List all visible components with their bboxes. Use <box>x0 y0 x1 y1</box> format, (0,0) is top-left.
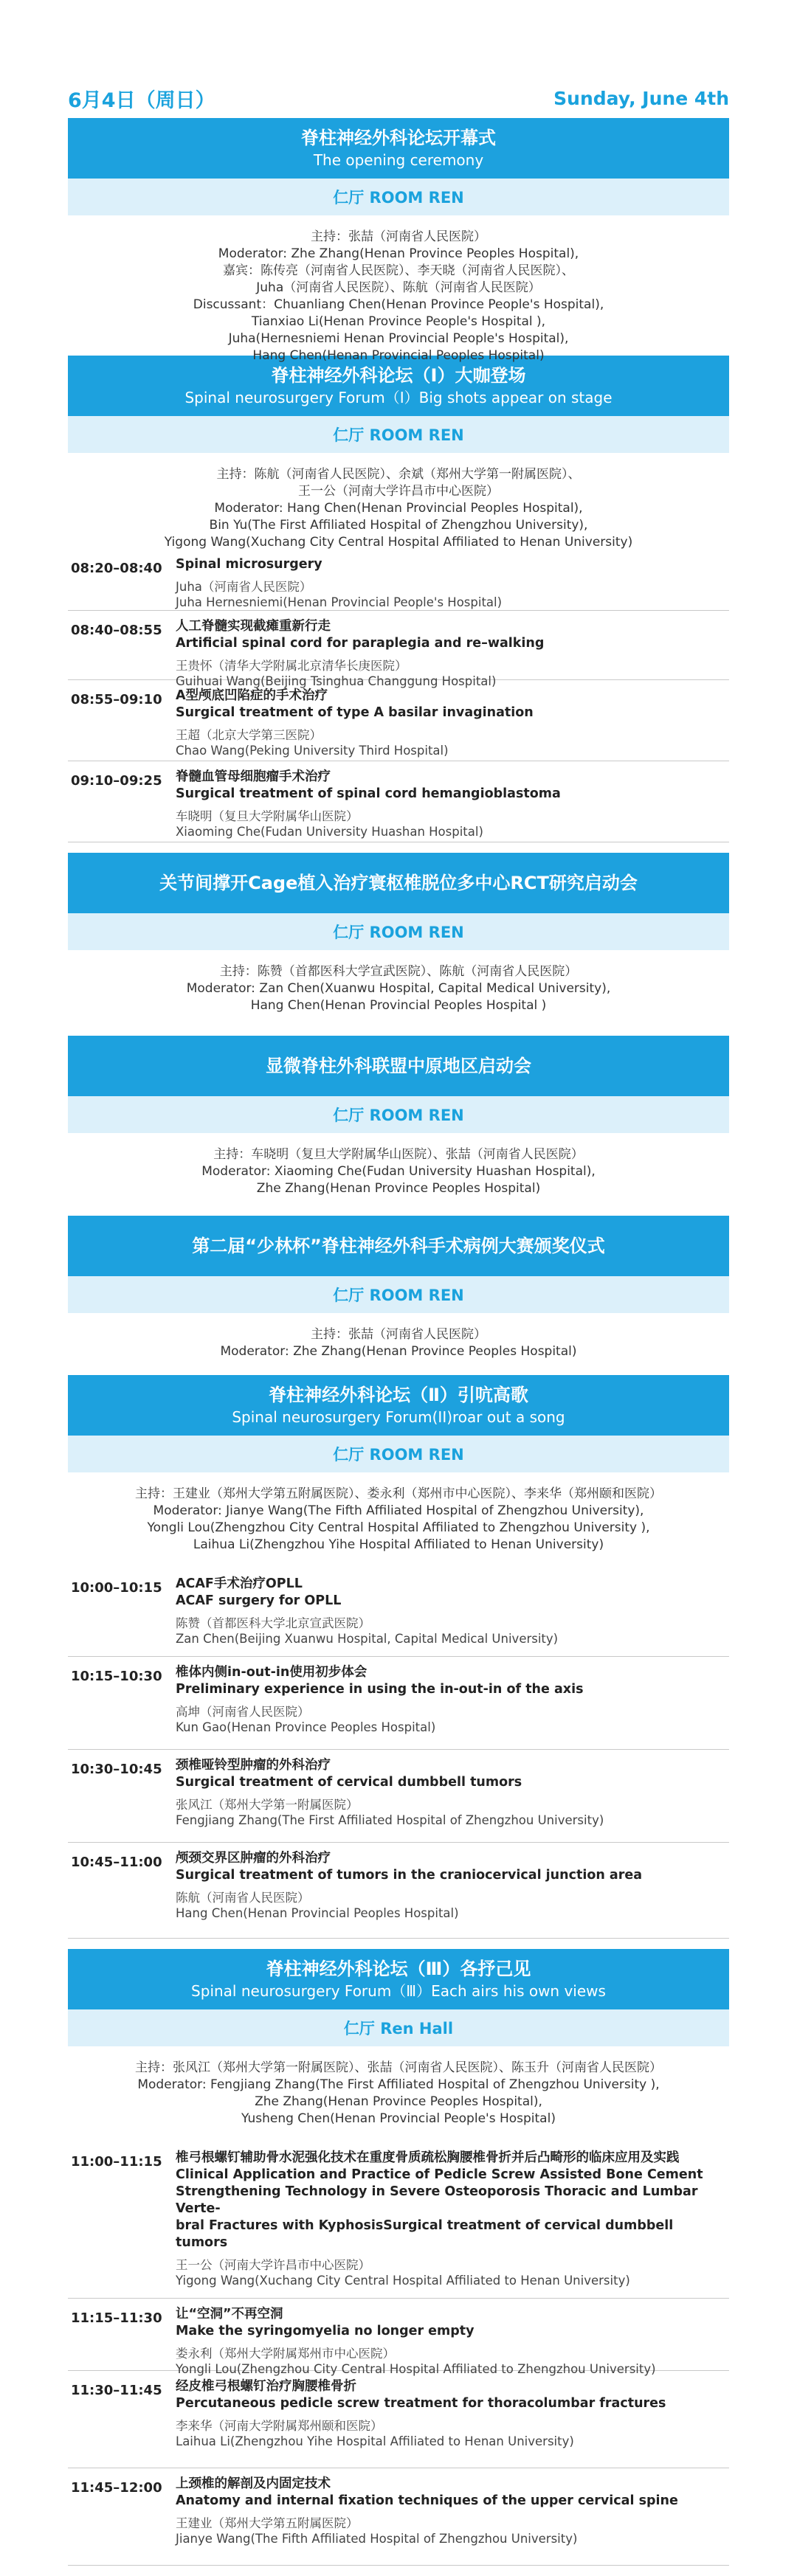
moderator-line: 主持：车晓明（复旦大学附属华山医院）、张喆（河南省人民医院） <box>213 1147 584 1162</box>
talk-body <box>176 2378 729 2468</box>
talk-title <box>176 688 729 721</box>
moderator-line: Hang Chen(Henan Provincial Peoples Hospital) <box>252 348 545 363</box>
section-gap <box>68 842 729 853</box>
speaker-line: Juha Hernesniemi(Henan Provincial People's Hospital) <box>176 595 503 609</box>
speaker-line: Juha（河南省人民医院） <box>176 580 312 594</box>
talk-body <box>176 1850 729 1938</box>
moderator-line: 主持：王建业（郑州大学第五附属医院）、娄永利（郑州市中心医院）、李来华（郑州颐和医院） <box>135 1486 662 1501</box>
moderator-line: Discussant：Chuanliang Chen(Henan Province People's Hospital), <box>193 297 604 312</box>
speaker-line: Xiaoming Che(Fudan University Huashan Hospital) <box>176 825 483 839</box>
speaker-line: Zan Chen(Beijing Xuanwu Hospital, Capital Medical University) <box>176 1632 559 1646</box>
talk-row <box>68 1657 729 1750</box>
talk-title <box>176 1664 729 1698</box>
talk-row <box>68 1843 729 1939</box>
moderator-line: Zhe Zhang(Henan Province Peoples Hospital) <box>256 1181 541 1196</box>
talk-title-line: 人工脊髓实现截瘫重新行走 <box>176 619 331 634</box>
talk-title-line: 颅颈交界区肿瘤的外科治疗 <box>176 1851 331 1866</box>
speaker-line: 李来华（河南大学附属郑州颐和医院） <box>176 2419 383 2433</box>
session-block <box>68 1949 729 2576</box>
talk-title-line: 经皮椎弓根螺钉治疗胸腰椎骨折 <box>176 2379 356 2394</box>
speaker-line: Kun Gao(Henan Province Peoples Hospital) <box>176 1720 436 1734</box>
room-label: 仁厅 ROOM REN <box>68 1276 729 1313</box>
moderator-line: 主持：陈航（河南省人民医院）、余斌（郑州大学第一附属医院）、 <box>216 467 581 482</box>
room-label: 仁厅 ROOM REN <box>68 416 729 453</box>
session-title-cn: 脊柱神经外科论坛（Ⅲ）各抒己见 <box>266 1959 531 1980</box>
speaker-line: 车晓明（复旦大学附属华山医院） <box>176 809 359 823</box>
talk-title-line: 椎弓根螺钉辅助骨水泥强化技术在重度骨质疏松胸腰椎骨折并后凸畸形的临床应用及实践 <box>176 2150 680 2165</box>
talk-title <box>176 1757 729 1791</box>
talk-title <box>176 1576 729 1610</box>
talk-row <box>68 2371 729 2468</box>
talk-title-line: A型颅底凹陷症的手术治疗 <box>176 688 328 703</box>
talk-time: 08:55–09:10 <box>71 692 162 707</box>
speaker-line: 王贵怀（清华大学附属北京清华长庚医院） <box>176 659 407 673</box>
talk-title-line: ACAF手术治疗OPLL <box>176 1576 303 1591</box>
session-title-cn: 显微脊柱外科联盟中原地区启动会 <box>266 1055 531 1076</box>
moderator-line: 主持：陈赞（首都医科大学宣武医院）、陈航（河南省人民医院） <box>219 964 578 979</box>
speaker-line: Fengjiang Zhang(The First Affiliated Hospital of Zhengzhou University) <box>176 1813 604 1827</box>
session-block <box>68 1036 729 1216</box>
speaker-line: Yigong Wang(Xuchang City Central Hospital Affiliated to Henan University) <box>176 2274 630 2288</box>
talk-body <box>176 1664 729 1749</box>
talk-speaker <box>176 2516 729 2546</box>
moderators-block <box>68 2046 729 2142</box>
moderators-block <box>68 453 729 549</box>
moderators-block <box>68 1472 729 1568</box>
room-label: 仁厅 ROOM REN <box>68 179 729 215</box>
talk-title-line: Artificial spinal cord for paraplegia and re–walking <box>176 636 545 651</box>
room-label: 仁厅 ROOM REN <box>68 1096 729 1133</box>
talk-speaker <box>176 658 729 689</box>
speaker-line: Chao Wang(Peking University Third Hospital) <box>176 744 449 758</box>
talk-body <box>176 1576 729 1656</box>
talk-time: 10:45–11:00 <box>71 1855 162 1870</box>
moderator-line: Moderator: Zhe Zhang(Henan Province Peoples Hospital), <box>218 246 579 261</box>
talk-title-line: Spinal microsurgery <box>176 557 322 572</box>
talk-speaker <box>176 2418 729 2449</box>
talk-row <box>68 680 729 761</box>
talk-title-line: 上颈椎的解剖及内固定技术 <box>176 2476 331 2491</box>
talk-title-line: Anatomy and internal fixation techniques of the upper cervical spine <box>176 2493 678 2508</box>
session-title-bar <box>68 853 729 913</box>
moderator-line: Yigong Wang(Xuchang City Central Hospital Affiliated to Henan University) <box>164 535 633 550</box>
talk-time: 11:15–11:30 <box>71 2310 162 2326</box>
moderators-block <box>68 1133 729 1216</box>
moderator-line: Tianxiao Li(Henan Province People's Hospital ), <box>251 314 546 329</box>
session-title-en: The opening ceremony <box>313 150 484 169</box>
session-title-cn: 脊柱神经外科论坛开幕式 <box>301 128 496 149</box>
talk-title <box>176 2476 729 2510</box>
moderator-line: Juha（河南省人民医院）、陈航（河南省人民医院） <box>256 280 541 295</box>
talk-row <box>68 549 729 611</box>
talk-time: 11:00–11:15 <box>71 2154 162 2170</box>
talk-row <box>68 2468 729 2566</box>
section-gap <box>68 2566 729 2576</box>
date-header <box>68 80 729 117</box>
talk-title <box>176 556 729 573</box>
moderator-line: Moderator: Hang Chen(Henan Provincial Peoples Hospital), <box>214 501 583 516</box>
talk-title-line: bral Fractures with KyphosisSurgical treatment of cervical dumbbell tumors <box>176 2218 674 2250</box>
talk-time: 11:30–11:45 <box>71 2383 162 2398</box>
talk-title-line: Surgical treatment of tumors in the craniocervical junction area <box>176 1868 643 1883</box>
talk-title-line: Surgical treatment of cervical dumbbell tumors <box>176 1775 522 1790</box>
talk-title <box>176 2150 729 2251</box>
session-title-cn: 第二届“少林杯”脊柱神经外科手术病例大赛颁奖仪式 <box>192 1235 605 1256</box>
talk-title <box>176 1850 729 1884</box>
talk-title-line: ACAF surgery for OPLL <box>176 1593 342 1608</box>
session-title-bar <box>68 1375 729 1436</box>
moderator-line: Moderator: Jianye Wang(The Fifth Affiliated Hospital of Zhengzhou University), <box>153 1503 644 1518</box>
talk-title-line: 颈椎哑铃型肿瘤的外科治疗 <box>176 1758 331 1773</box>
talk-title-line: 脊髓血管母细胞瘤手术治疗 <box>176 769 331 784</box>
moderator-line: Zhe Zhang(Henan Province Peoples Hospital), <box>255 2094 542 2109</box>
talk-speaker <box>176 579 729 610</box>
speaker-line: 王超（北京大学第三医院） <box>176 728 322 742</box>
session-block <box>68 1375 729 1949</box>
speaker-line: 王建业（郑州大学第五附属医院） <box>176 2516 359 2530</box>
talk-time: 10:15–10:30 <box>71 1669 162 1684</box>
moderators-block <box>68 950 729 1036</box>
session-title-bar <box>68 1216 729 1276</box>
talk-row <box>68 611 729 688</box>
moderators-block <box>68 1313 729 1375</box>
talk-title <box>176 618 729 652</box>
speaker-line: 高坤（河南省人民医院） <box>176 1705 310 1719</box>
talk-time: 10:30–10:45 <box>71 1762 162 1777</box>
session-title-en: Spinal neurosurgery Forum(II)roar out a song <box>232 1408 565 1426</box>
moderator-line: 主持：张风江（郑州大学第一附属医院）、张喆（河南省人民医院）、陈玉升（河南省人民医院） <box>135 2060 662 2075</box>
date-cn: 6月4日（周日） <box>68 89 215 112</box>
talk-time: 09:10–09:25 <box>71 773 162 789</box>
talk-title-line: Percutaneous pedicle screw treatment for thoracolumbar fractures <box>176 2396 666 2411</box>
talk-body <box>176 2476 729 2565</box>
talk-body <box>176 2306 729 2376</box>
talk-body <box>176 2150 729 2298</box>
talk-speaker <box>176 1616 729 1647</box>
session-title-cn: 脊柱神经外科论坛（Ⅱ）引吭高歌 <box>269 1385 528 1406</box>
moderator-line: Hang Chen(Henan Provincial Peoples Hospital ) <box>250 998 547 1013</box>
talk-speaker <box>176 1890 729 1921</box>
talk-body <box>176 556 729 610</box>
session-block <box>68 118 729 363</box>
moderator-line: Laihua Li(Zhengzhou Yihe Hospital Affiliated to Henan University) <box>193 1537 604 1552</box>
session-block <box>68 356 729 853</box>
talk-title-line: Strengthening Technology in Severe Osteoporosis Thoracic and Lumbar Verte- <box>176 2184 698 2216</box>
talk-row <box>68 761 729 842</box>
moderator-line: Yusheng Chen(Henan Provincial People's Hospital) <box>241 2111 556 2126</box>
talk-speaker <box>176 2346 729 2377</box>
talk-speaker <box>176 809 729 839</box>
session-title-en: Spinal neurosurgery Forum（Ⅰ）Big shots appear on stage <box>184 388 613 406</box>
talk-speaker <box>176 1704 729 1735</box>
talk-title <box>176 2306 729 2340</box>
talk-time: 11:45–12:00 <box>71 2480 162 2496</box>
speaker-line: Yongli Lou(Zhengzhou City Central Hospital Affiliated to Zhengzhou University) <box>176 2362 656 2376</box>
speaker-line: Guihuai Wang(Beijing Tsinghua Changgung Hospital) <box>176 674 497 688</box>
room-label: 仁厅 ROOM REN <box>68 1436 729 1472</box>
speaker-line: Jianye Wang(The Fifth Affiliated Hospital of Zhengzhou University) <box>176 2532 578 2546</box>
moderator-line: Moderator: Zhe Zhang(Henan Province Peoples Hospital) <box>220 1344 577 1359</box>
moderator-line: 王一公（河南大学许昌市中心医院） <box>298 484 499 499</box>
moderators-block <box>68 215 729 363</box>
talk-row <box>68 2142 729 2299</box>
talk-time: 08:20–08:40 <box>71 561 162 576</box>
session-title-cn: 关节间撑开Cage植入治疗寰枢椎脱位多中心RCT研究启动会 <box>159 872 638 893</box>
talk-speaker <box>176 727 729 758</box>
session-title-bar <box>68 1949 729 2009</box>
program-content <box>68 118 729 2576</box>
section-gap <box>68 1939 729 1949</box>
talk-title-line: Preliminary experience in using the in-out-in of the axis <box>176 1682 584 1697</box>
moderator-line: Yongli Lou(Zhengzhou City Central Hospital Affiliated to Zhengzhou University ), <box>147 1520 650 1535</box>
session-title-bar <box>68 1036 729 1096</box>
room-label: 仁厅 ROOM REN <box>68 913 729 950</box>
talk-body <box>176 769 729 842</box>
moderator-line: Juha(Hernesniemi Henan Provincial People's Hospital), <box>228 331 569 346</box>
talk-title <box>176 2378 729 2412</box>
talk-title-line: Make the syringomyelia no longer empty <box>176 2324 475 2338</box>
moderator-line: 主持：张喆（河南省人民医院） <box>311 1327 486 1342</box>
talk-row <box>68 1750 729 1843</box>
session-title-cn: 脊柱神经外科论坛（Ⅰ）大咖登场 <box>271 365 526 387</box>
talk-title-line: Clinical Application and Practice of Pedicle Screw Assisted Bone Cement <box>176 2167 703 2182</box>
talk-title-line: 让“空洞”不再空洞 <box>176 2307 283 2321</box>
talk-speaker <box>176 2257 729 2288</box>
speaker-line: 陈赞（首都医科大学北京宣武医院） <box>176 1616 370 1630</box>
moderator-line: Moderator: Zan Chen(Xuanwu Hospital, Capital Medical University), <box>186 981 611 996</box>
session-title-bar <box>68 118 729 179</box>
speaker-line: 陈航（河南省人民医院） <box>176 1891 310 1905</box>
moderator-line: Moderator: Xiaoming Che(Fudan University Huashan Hospital), <box>201 1164 596 1179</box>
speaker-line: 张风江（郑州大学第一附属医院） <box>176 1798 359 1812</box>
talk-title-line: Surgical treatment of type A basilar invagination <box>176 705 534 720</box>
speaker-line: 王一公（河南大学许昌市中心医院） <box>176 2258 370 2272</box>
moderator-line: 主持：张喆（河南省人民医院） <box>311 229 486 244</box>
talk-title-line: 椎体内侧in-out-in使用初步体会 <box>176 1665 368 1680</box>
moderator-line: Bin Yu(The First Affiliated Hospital of Zhengzhou University), <box>209 518 588 533</box>
speaker-line: 娄永利（郑州大学附属郑州市中心医院） <box>176 2347 395 2361</box>
talk-time: 10:00–10:15 <box>71 1580 162 1596</box>
talk-body <box>176 1757 729 1842</box>
date-en: Sunday, June 4th <box>553 87 729 109</box>
talk-body <box>176 688 729 761</box>
speaker-line: Hang Chen(Henan Provincial Peoples Hospital) <box>176 1906 459 1920</box>
session-block <box>68 853 729 1036</box>
talk-title-line: Surgical treatment of spinal cord hemangioblastoma <box>176 786 561 801</box>
talk-title <box>176 769 729 803</box>
moderator-line: Moderator: Fengjiang Zhang(The First Affiliated Hospital of Zhengzhou University ), <box>137 2077 660 2092</box>
speaker-line: Laihua Li(Zhengzhou Yihe Hospital Affiliated to Henan University) <box>176 2434 574 2448</box>
talk-row <box>68 1568 729 1657</box>
moderator-line: 嘉宾：陈传亮（河南省人民医院）、李天晓（河南省人民医院）、 <box>223 263 574 278</box>
room-label: 仁厅 Ren Hall <box>68 2009 729 2046</box>
session-title-en: Spinal neurosurgery Forum（Ⅲ）Each airs his own views <box>191 1981 606 2000</box>
talk-body <box>176 618 729 688</box>
session-title-bar <box>68 356 729 416</box>
session-block <box>68 1216 729 1375</box>
talk-speaker <box>176 1797 729 1828</box>
talk-time: 08:40–08:55 <box>71 623 162 638</box>
talk-row <box>68 2299 729 2376</box>
